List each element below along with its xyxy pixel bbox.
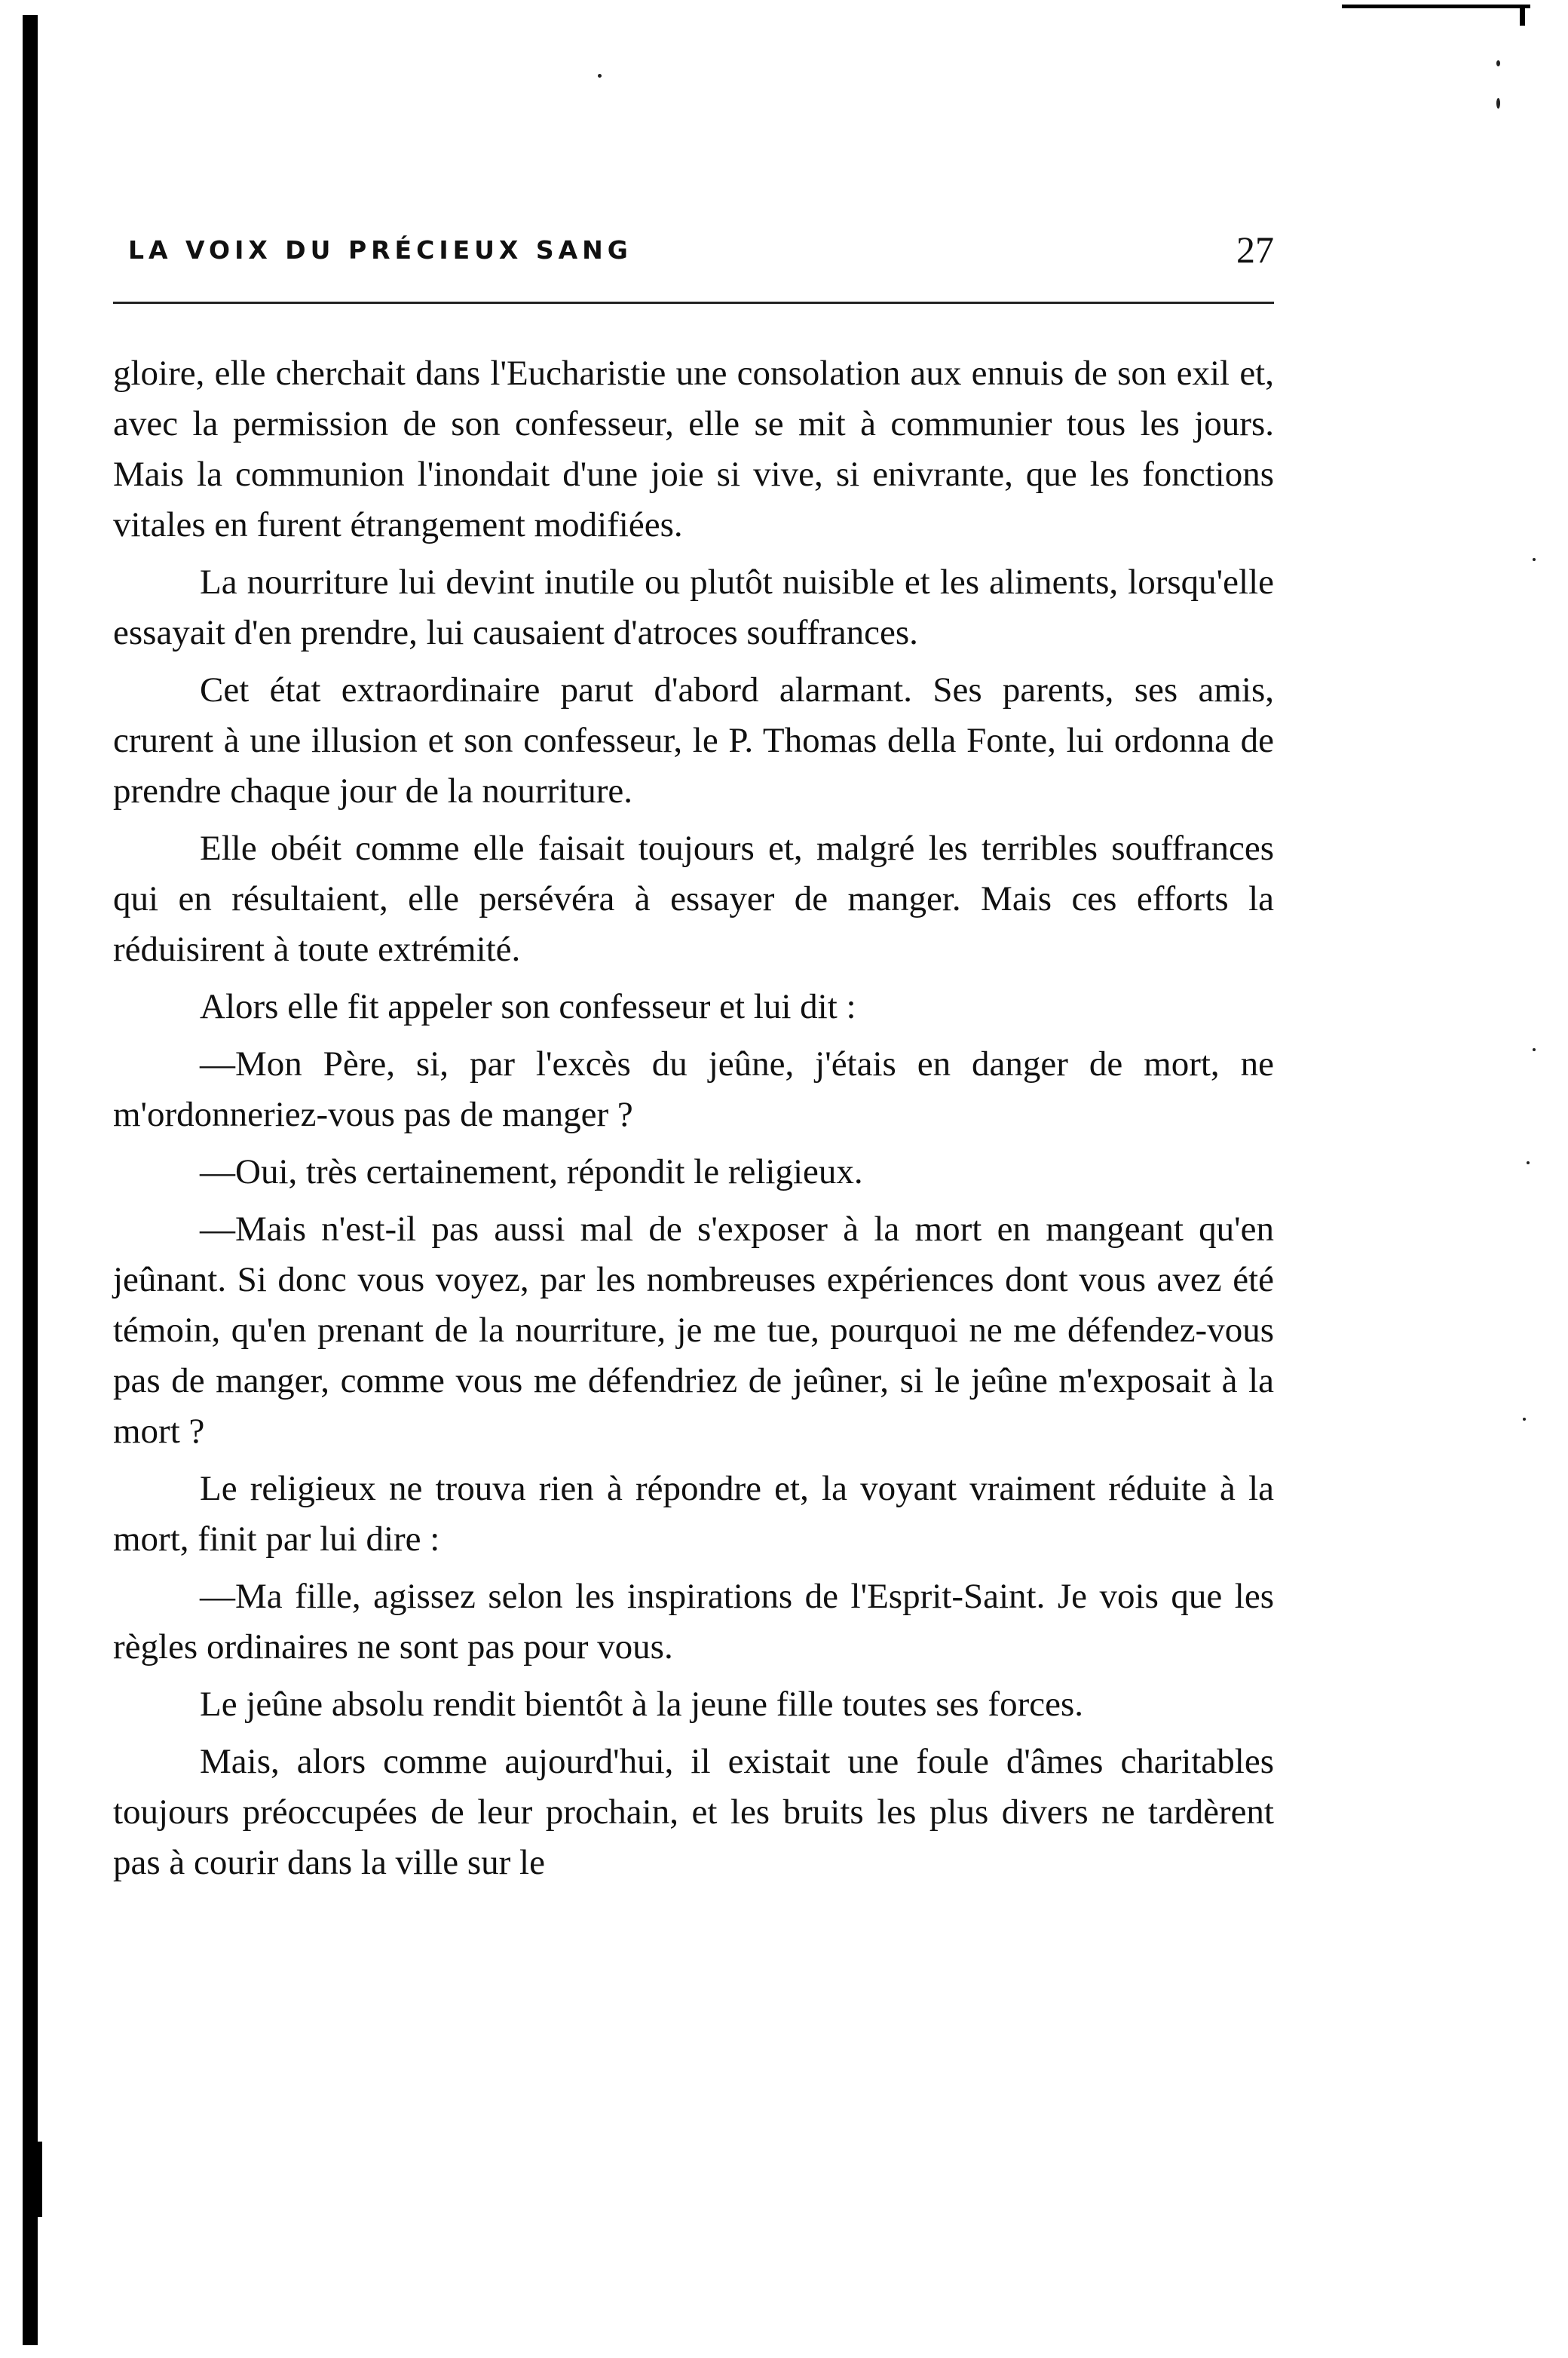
paragraph: Le jeûne absolu rendit bientôt à la jeune fille toutes ses forces. bbox=[200, 1685, 1083, 1724]
scan-corner-tick bbox=[1520, 8, 1525, 26]
scan-speck bbox=[1533, 558, 1536, 561]
paragraph: Mais, alors comme aujourd'hui, il existait une foule d'âmes charitables toujours préoccupées de leur prochain, et les bruits les plus divers ne tardèrent pas à courir dans la ville sur le bbox=[113, 1742, 1274, 1882]
scan-speck bbox=[598, 74, 602, 78]
scan-speck bbox=[1527, 1161, 1530, 1164]
page-number: 27 bbox=[1236, 228, 1274, 271]
dialogue-line: —Mon Père, si, par l'excès du jeûne, j'étais en danger de mort, ne m'ordonneriez-vous pas de manger ? bbox=[113, 1044, 1274, 1134]
scan-speck bbox=[1496, 98, 1500, 109]
paragraph: Elle obéit comme elle faisait toujours et, malgré les terribles souffrances qui en résultaient, elle persévéra à essayer de manger. Mais ces efforts la réduisirent à toute extrémité. bbox=[113, 829, 1274, 969]
dialogue-line: —Mais n'est-il pas aussi mal de s'exposer à la mort en mangeant qu'en jeûnant. Si donc vous voyez, par les nombreuses expériences dont vous avez été témoin, qu'en prenant de la nourriture, je me tue, pourquoi ne me défendez-vous pas de manger, comme vous me défendriez de jeûner, si le jeûne m'exposait à la mort ? bbox=[113, 1210, 1274, 1451]
paragraph: gloire, elle cherchait dans l'Eucharistie une consolation aux ennuis de son exil et, avec la permission de son confesseur, elle se mit à communier tous les jours. Mais la communion l'inondait d'une joie si vive, si enivrante, que les fonctions vitales en furent étrangement modifiées. bbox=[113, 354, 1274, 544]
dialogue-line: —Ma fille, agissez selon les inspirations de l'Esprit-Saint. Je vois que les règles ordinaires ne sont pas pour vous. bbox=[113, 1577, 1274, 1667]
body-text bbox=[113, 348, 1274, 1895]
scan-binding-edge bbox=[23, 15, 38, 2345]
scan-speck bbox=[1496, 60, 1500, 66]
header-rule bbox=[113, 302, 1274, 304]
scan-speck bbox=[1523, 1418, 1526, 1421]
paragraph: Alors elle fit appeler son confesseur et lui dit : bbox=[200, 987, 856, 1026]
page-header bbox=[128, 223, 1274, 276]
scan-corner-rule bbox=[1342, 5, 1530, 8]
scan-binding-notch bbox=[35, 2142, 42, 2217]
paragraph: Le religieux ne trouva rien à répondre et, la voyant vraiment réduite à la mort, finit par lui dire : bbox=[113, 1469, 1274, 1559]
scan-speck bbox=[1533, 1048, 1536, 1051]
paragraph: Cet état extraordinaire parut d'abord alarmant. Ses parents, ses amis, crurent à une illusion et son confesseur, le P. Thomas della Fonte, lui ordonna de prendre chaque jour de la nourriture. bbox=[113, 670, 1274, 811]
running-title: LA VOIX DU PRÉCIEUX SANG bbox=[128, 235, 632, 265]
dialogue-line: —Oui, très certainement, répondit le religieux. bbox=[200, 1152, 863, 1191]
paragraph: La nourriture lui devint inutile ou plutôt nuisible et les aliments, lorsqu'elle essayait d'en prendre, lui causaient d'atroces souffrances. bbox=[113, 563, 1274, 652]
